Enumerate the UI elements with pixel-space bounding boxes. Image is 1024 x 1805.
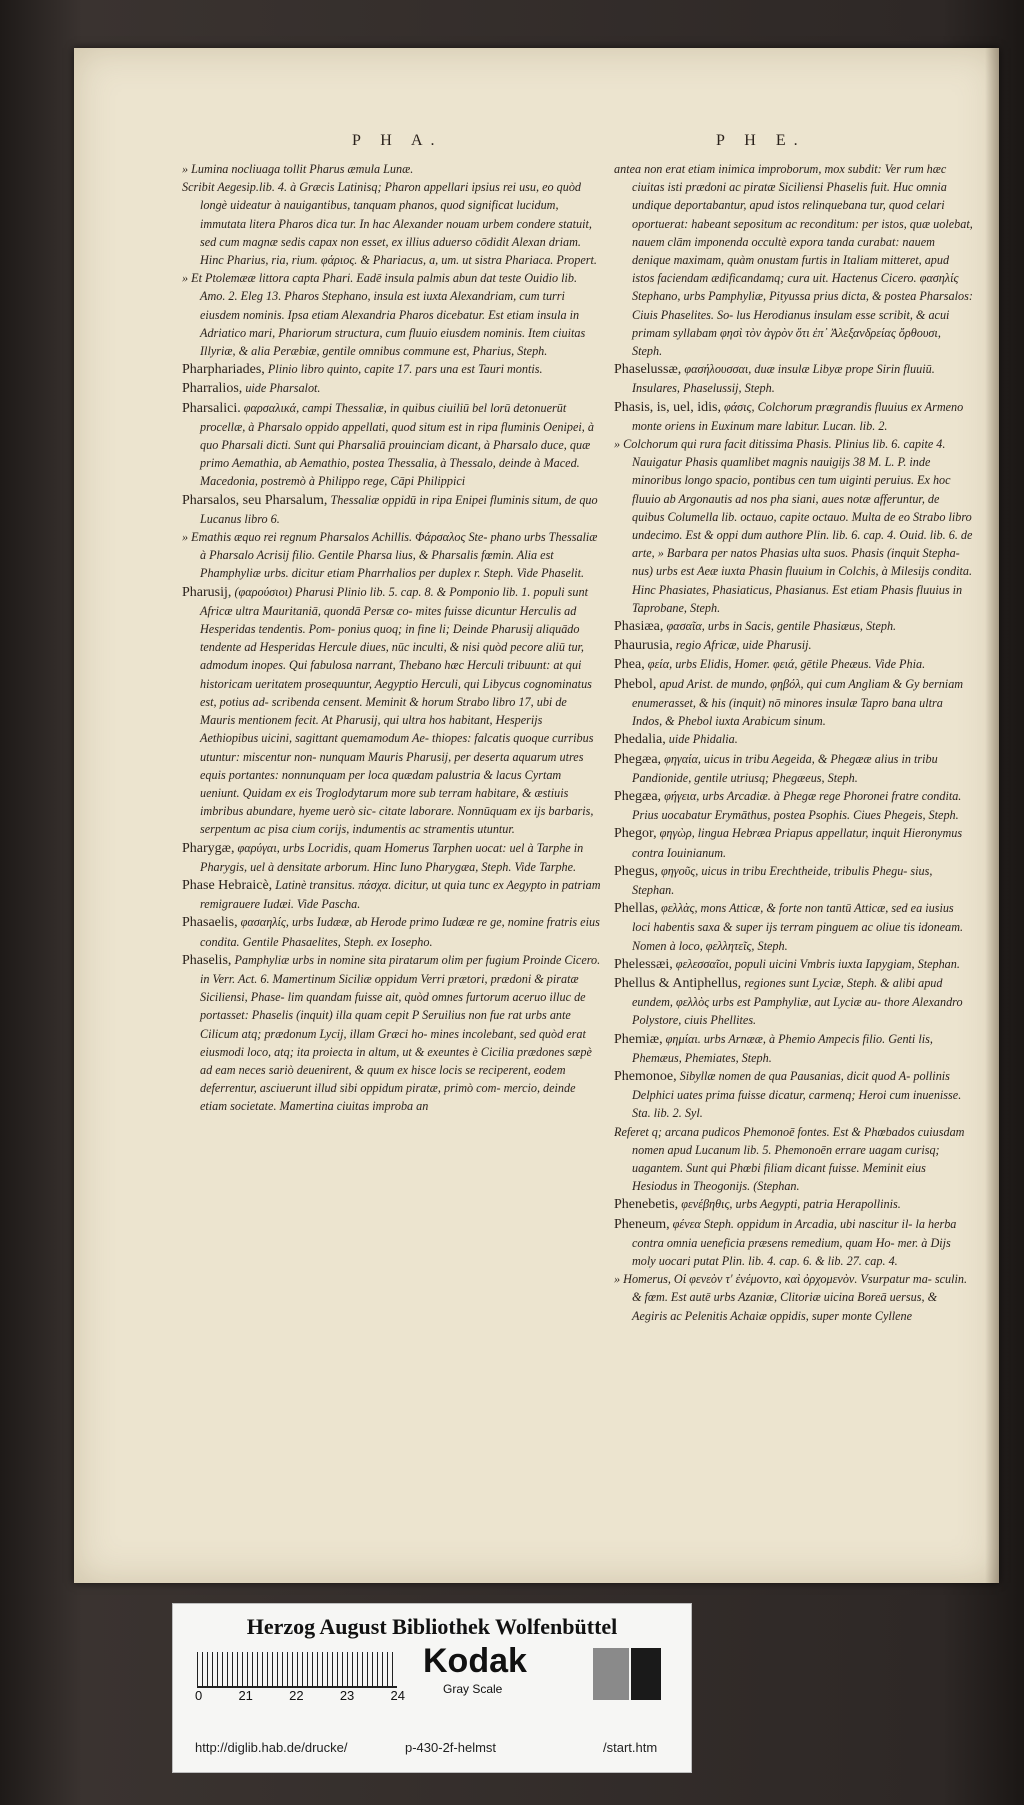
entry-line: tur. In hac Alexander nouam urbem condere statuit, sed cum bbox=[200, 216, 592, 249]
entry-line: Referet q; arcana pudicos Phemonoē fontes. bbox=[614, 1124, 830, 1139]
entry-line: φένεα Steph. oppidum in Arcadia, ubi nascitur il- bbox=[672, 1216, 913, 1231]
page-edge-shadow bbox=[985, 48, 999, 1583]
entry-line: Cyrtam ueniunt. Quidam ex eis Troglodytarum more sub bbox=[200, 767, 562, 800]
entry-line: mines incolebant, sed quòd erat eiusmodi loco, atq; ita proiecta bbox=[200, 1026, 586, 1059]
entry-line: antea non erat etiam inimica improborum, mox subdit: Ver bbox=[614, 162, 901, 176]
entry-line: Phemonoēn errare uagam curisq; uagantem. bbox=[632, 1142, 940, 1175]
entry-line: condita. Hinc Phasiates, Phasiaticus, Phasianus. Est etiam bbox=[632, 564, 973, 597]
entry-line: qui Pharsaliā prouinciam dicant, à Pharsalo duce, quæ primo bbox=[200, 438, 591, 471]
entry-line: ut sistra Phariaca. Propert. bbox=[462, 253, 597, 268]
entry-headword: Phegus, bbox=[614, 863, 658, 879]
entry-line: Mauris mentionem fecit. At Pharusij, qui ultra hos habitant, bbox=[200, 713, 493, 728]
entry-line: uide Pharsalot. bbox=[245, 381, 321, 396]
entry-line: scribenda censent. Meminit & horum Strabo libro 17, ubi de bbox=[271, 694, 567, 709]
entry-line: in Italiam mitteret, apud istos faciendam ædificandamq; cura bbox=[632, 253, 950, 286]
entry-line: Hesperijs Aethiopibus uicini, sagittant quemamodum Ae- bbox=[200, 713, 543, 746]
entry-headword: Pharusij, bbox=[182, 584, 232, 600]
dictionary-entry bbox=[182, 951, 602, 1116]
entry-headword: Pharphariades, bbox=[182, 362, 265, 378]
dictionary-entry bbox=[614, 636, 974, 655]
running-head-right: P H E. bbox=[716, 132, 806, 149]
entry-line: lis, Phemæus, Phemiates, Steph. bbox=[632, 1031, 933, 1065]
entry-line: Latinè transitus. πάσχα. dicitur, ut quia tunc bbox=[275, 877, 490, 892]
entry-line: in altum, ut & exeuntes è Cicilia prædones sæpè ad eam neces bbox=[200, 1044, 592, 1077]
entry-line: lorū detonuerūt procellæ, à Pharsalo oppido appellati, quod bbox=[200, 400, 567, 434]
entry-line: φασαῖα, urbs in Sacis, gentile Phasiæus, Steph. bbox=[666, 619, 897, 634]
entry-line: uide Phidalia. bbox=[668, 732, 738, 747]
dictionary-entry bbox=[182, 528, 602, 583]
url-strip bbox=[173, 1732, 691, 1762]
entry-headword: Pharsalici. bbox=[182, 400, 241, 416]
entry-line: » Barbara per natos Phasias ulta suos. Phasis (inquit Stepha- bbox=[657, 546, 960, 561]
dictionary-entry bbox=[614, 1270, 974, 1325]
dictionary-entry bbox=[182, 839, 602, 876]
entry-line: dum authore Plin. lib. 6. cap. 4. Ouid. lib. 6. de arte, bbox=[632, 528, 973, 561]
entry-line: φήγεια, urbs Arcadiæ. à Phegæ rege Phoronei fratre bbox=[664, 788, 919, 803]
entry-line: citate laborare. Nonnūquam ex ijs barbaris, serpentum ac pisa bbox=[200, 804, 594, 837]
dictionary-entry bbox=[614, 1067, 974, 1123]
entry-line: nunquam Mauris Pharusij, per deserta aquarum utres equis bbox=[200, 749, 584, 782]
entry-line: rat urbs ante Cilicum atq; prædonum Lycij, illam Græci ho- bbox=[200, 1008, 571, 1041]
entry-headword: Phellas, bbox=[614, 901, 658, 917]
entry-line: Armeno monte oriens in Euxinum mare labitur. Lucan. lib. 2. bbox=[632, 399, 964, 433]
dictionary-entry bbox=[182, 269, 602, 360]
entry-line: regiones sunt Lyciæ, Steph. & bbox=[744, 975, 890, 990]
entry-line: » Et Ptolemææ littora capta Phari. Eadē insula palmis abun bbox=[182, 271, 478, 286]
entry-line: Est & Phœbados cuiusdam nomen apud Lucanum lib. 5. bbox=[632, 1124, 965, 1157]
dictionary-entry bbox=[614, 862, 974, 899]
entry-headword: Phelessæi, bbox=[614, 956, 673, 972]
entry-line: apud Arist. de mundo, φηβόλ, qui cum Angliam & Gy bbox=[659, 676, 920, 691]
entry-line: capite octauo. Multa de eo Strabo libro undecimo. Est & oppi bbox=[632, 509, 972, 543]
entry-headword: Phemonoe, bbox=[614, 1068, 677, 1084]
dictionary-entry bbox=[182, 178, 602, 269]
entry-line: Aegyptio Herculi, qui Libycus cognominatus est, potius ad- bbox=[200, 676, 592, 709]
entry-line: dat teste Ouidio lib. Amo. 2. Eleg 13. Pharos Stephano, insula bbox=[200, 271, 578, 304]
dictionary-entry bbox=[614, 435, 974, 617]
dictionary-entry bbox=[182, 913, 602, 950]
entry-line: Tauri montis. bbox=[477, 362, 543, 377]
entry-line: pollinis Delphici uates prima fuisse dicatur, carmenq; Heroi bbox=[632, 1068, 950, 1103]
entry-line: berniam enumerasset, & his (inquit) nō minores insulæ Tapro bbox=[632, 676, 964, 710]
entry-line: uocat: uel à Tarphe in Pharygis, uel à densitate arborum. Hinc bbox=[200, 840, 584, 874]
entry-line: condita. Prius uocabatur Erymāthus, postea Psophis. Ciues bbox=[632, 788, 962, 823]
entry-line: Pharius, Steph. bbox=[472, 344, 548, 359]
dictionary-entry bbox=[182, 379, 602, 398]
entry-line: » Homerus, Οἱ φενεὸν τ' ἐνέμοντο, καὶ ὀρχομενὸν. Vsurpatur ma- bbox=[614, 1272, 932, 1287]
entry-line: portasset: Phaselis (inquit) illa quam cepit P Seruilius non fue bbox=[200, 1008, 505, 1023]
dictionary-entry bbox=[614, 750, 974, 787]
entry-line: Pamphyliæ urbs in nomine sita piratarum olim per bbox=[234, 952, 483, 967]
entry-headword: Pharygæ, bbox=[182, 840, 235, 856]
kodak-logo: Kodak bbox=[423, 1642, 527, 1680]
dictionary-entry bbox=[614, 974, 974, 1030]
entry-line: Pityussa prius dicta, & postea Pharsalos: Ciuis Phaselites. So- bbox=[632, 289, 973, 322]
url-item-id: p-430-2f-helmst bbox=[405, 1740, 497, 1755]
entry-line: Cyllene bbox=[874, 1308, 913, 1323]
dictionary-entry bbox=[614, 617, 974, 636]
entry-line: nus) urbs est Aeæ iuxta Phasin fluuium in Colchis, à Milesijs bbox=[632, 564, 930, 579]
dictionary-entry bbox=[182, 399, 602, 491]
entry-line: Theogonijs. (Stephan. bbox=[692, 1179, 800, 1194]
entry-line: Huc omnia undique deportabantur, apud istos relinquebana bbox=[632, 180, 947, 213]
entry-line: Scribit Aegesip.lib. 4. à Græcis Latinisq; Pharon appellari bbox=[182, 180, 469, 195]
dictionary-entry bbox=[614, 787, 974, 824]
dictionary-entry bbox=[614, 1215, 974, 1271]
entry-line: etiam Pharrhalios per duplex r. Steph. Vide Phaselit. bbox=[327, 566, 585, 581]
dictionary-entry bbox=[614, 1030, 974, 1067]
entry-line: Aemathia, ab Aemathio, postea Thessalia, à Thessalo, deinde à bbox=[231, 456, 541, 471]
entry-line: portantes: nonnunquam per loca quædam palustria & lacus bbox=[228, 767, 522, 782]
entry-line: sariò deuenirent, & quum ex hisce locis se reciperent, eodem bbox=[268, 1062, 566, 1077]
dictionary-entry bbox=[614, 160, 974, 360]
entry-line: (φαρούσιοι) Pharusi Plinio lib. 5. cap. 8. & Pomponio bbox=[234, 584, 500, 599]
dictionary-entry bbox=[182, 491, 602, 528]
entry-headword: Phea, bbox=[614, 657, 645, 673]
ruler-number: 23 bbox=[339, 1688, 355, 1703]
entry-line: per istos, quæ uolebat, nauem clām imponenda occultè expora bbox=[632, 216, 973, 249]
entry-line: fluminis situm, de quo Lucanus libro 6. bbox=[200, 492, 598, 526]
entry-line: ponius quoq; in fine li; Deinde Pharusij aliquādo tendente ad bbox=[200, 622, 580, 655]
library-name: Herzog August Bibliothek Wolfenbüttel bbox=[246, 1614, 618, 1639]
digitization-target bbox=[172, 1603, 692, 1773]
entry-line: fugium Proinde Cicero. in Verr. Act. 6. Mamertinum Siciliæ bbox=[200, 952, 601, 986]
dictionary-entry bbox=[614, 730, 974, 749]
dictionary-entry bbox=[614, 398, 974, 435]
entry-line: phano urbs Thessaliæ à Pharsalo Acrisij filio. Gentile Pharsa bbox=[200, 530, 598, 563]
entry-headword: Phaselis, bbox=[182, 952, 232, 968]
ruler-number: 22 bbox=[289, 1688, 304, 1703]
dictionary-entry bbox=[182, 583, 602, 839]
entry-line: mari, Phariorum structura, cum fluuio eiusdem nominis. Item bbox=[249, 325, 550, 340]
dictionary-entry bbox=[614, 675, 974, 731]
entry-line: Herculi tribuunt: at qui historicam ueritatem prosequuntur, bbox=[200, 658, 582, 691]
entry-line: ge, nomine fratris eius condita. Gentile Phasaelites, Steph. ex bbox=[200, 915, 600, 949]
entry-line: terram habitare, & æstiuis imbribus abundare, hyeme uerò sic- bbox=[200, 785, 569, 819]
entry-line: uit. Hactenus Cicero. φασηλίς Stephano, urbs Pamphyliæ, bbox=[632, 271, 959, 304]
entry-line: la herba contra omnia ueneficia præsens remedium, quam Ho- bbox=[632, 1216, 957, 1250]
entry-line: sculin. & fœm. Est autē urbs Azaniæ, Clitoriæ uicina Boreā bbox=[632, 1272, 968, 1305]
entry-headword: Pharsalos, seu Pharsalum, bbox=[182, 492, 328, 508]
entry-line: φηγοῦς, uicus in tribu Erechtheide, tribulis Phegu- bbox=[661, 863, 908, 878]
dictionary-entry bbox=[614, 1123, 974, 1196]
entry-headword: Phenebetis, bbox=[614, 1197, 679, 1213]
entry-line: tum uiginti peruius. Ex hoc fluuio ab Argonautis ad nos pha bbox=[632, 473, 951, 506]
entry-line: lim quandam fuisse ait, quòd omnes furtorum aceruo illuc de bbox=[287, 990, 586, 1005]
ruler-scale bbox=[197, 1652, 397, 1688]
entry-line: Sibyllæ nomen de qua Pausanias, dicit quod A- bbox=[679, 1068, 911, 1083]
entry-line: Phasis fluuius in Taprobane, Steph. bbox=[632, 582, 963, 615]
entry-line: sius, Stephan. bbox=[632, 863, 933, 897]
entry-headword: Phebol, bbox=[614, 676, 657, 692]
entry-line: cium corijs, indumentis ac stramentis utuntur. bbox=[291, 822, 515, 837]
entry-line: thore Alexandro Polystore, ciuis Phellites. bbox=[632, 995, 963, 1028]
ruler-number: 21 bbox=[238, 1688, 253, 1703]
entry-line: Phegeis, Steph. bbox=[883, 808, 959, 823]
dictionary-entry bbox=[614, 1195, 974, 1214]
entry-line: Plinius lib. 6. capite 4. Nauigatur Phasis quamlibet magnis bbox=[632, 437, 946, 470]
gray-scale-label: Gray Scale bbox=[443, 1682, 503, 1696]
entry-line: Iuno Pharygæa, Steph. Vide Tarphe. bbox=[399, 859, 577, 874]
entry-headword: Phasiæa, bbox=[614, 619, 664, 635]
entry-line: φημίαι. urbs Arnææ, à Phemio Ampecis filio. Genti bbox=[665, 1031, 916, 1046]
entry-line: Iosepho. bbox=[390, 934, 433, 949]
entry-line: deferrentur, asciuerunt illud sibi oppidum piratæ, primò com- bbox=[200, 1081, 501, 1096]
ruler-number: 0 bbox=[195, 1688, 203, 1703]
entry-line: φενέβηθις, urbs Aegypti, patria Herapollinis. bbox=[681, 1197, 901, 1212]
entry-line: lius, & Pharsalis fœmin. Alia est Phamphyliæ urbs. dicitur bbox=[200, 548, 554, 581]
url-base: http://diglib.hab.de/drucke/ bbox=[195, 1740, 348, 1755]
entry-line: tur, admodum inopes. Qui fabulosa narrant, Thebano hæc bbox=[200, 640, 584, 673]
entry-headword: Pharralios, bbox=[182, 381, 243, 397]
entry-line: regio Africæ, uide Pharusij. bbox=[675, 638, 812, 653]
entry-headword: Phaurusia, bbox=[614, 638, 673, 654]
entry-line: siani, aues notæ afferuntur, de quibus Columella lib. octauo, bbox=[632, 491, 940, 524]
entry-headword: Phase Hebraicè, bbox=[182, 877, 273, 893]
entry-line: Sunt qui Phœbi filiam dicant fuisse. Meminit eius Hesiodus in bbox=[632, 1160, 926, 1194]
entry-line: magnæ sedis capax non esset, ex illius aduerso cōdidit Alexan bbox=[242, 234, 546, 249]
entry-line: cum inuenisse. Sta. lib. 2. Syl. bbox=[632, 1088, 962, 1121]
entry-headword: Phegor, bbox=[614, 826, 657, 842]
entry-line: ciuitas Illyriæ, & alia Peræbiæ, gentile omnibus commune est, bbox=[200, 325, 586, 359]
entry-headword: Phasaelis, bbox=[182, 915, 238, 931]
dictionary-entry bbox=[614, 955, 974, 974]
entry-line: φησὶ τὸν ἀγρὸν ὅτι ἐπ᾽ Ἀλεξανδρείας ὄρθουσι, Steph. bbox=[632, 325, 941, 359]
entry-line: ipsius rei usu, eo quòd longè uideatur à nauigantibus, tanquam bbox=[200, 180, 582, 213]
entry-line: φηγὼρ, lingua Hebræa Priapus appellatur, inquit bbox=[659, 826, 900, 841]
entry-line: φελεσσαῖοι, populi uicini Vmbris iuxta Iapygiam, bbox=[675, 956, 915, 971]
dictionary-entry bbox=[614, 899, 974, 955]
dictionary-entry bbox=[182, 360, 602, 379]
entry-line: φαρσαλικά, campi Thessaliæ, in quibus ciuiliū bel bbox=[243, 400, 488, 415]
ruler-number: 24 bbox=[390, 1688, 405, 1703]
black-swatch bbox=[631, 1648, 661, 1700]
entry-line: φασαηλίς, urbs Iudææ, ab Herode primo Iudææ re bbox=[240, 915, 488, 930]
entry-line: Insulares, Phaselussij, Steph. bbox=[632, 381, 775, 396]
running-head-left: P H A. bbox=[352, 132, 443, 149]
gray-swatch bbox=[593, 1648, 629, 1700]
url-start-page: /start.htm bbox=[603, 1740, 658, 1755]
entry-line: thiopes: falcatis quoque curribus utuntur: miscentur non- bbox=[200, 731, 594, 764]
entry-line: uersus, & Aegiris ac Pelenitis Achaiæ oppidis, super monte bbox=[632, 1290, 938, 1323]
entry-line: bana ultra Indos, & Phebol iuxta Arabicum sinum. bbox=[632, 695, 943, 729]
left-column bbox=[182, 160, 602, 1116]
entry-line: mer. à Dijs moly uocari putat Plin. lib. 4. cap. 6. & lib. 27. cap. 4. bbox=[632, 1235, 951, 1268]
entry-line: lib. 1. populi sunt Africæ ultra Mauritaniā, quondā Persæ co- bbox=[200, 584, 589, 618]
entry-headword: Phegæa, bbox=[614, 788, 662, 804]
entry-line: tanda curabat: nauem denique maximam, quàm onustam furtis bbox=[632, 234, 935, 268]
entry-line: Hieronymus contra Iouinianum. bbox=[632, 826, 963, 860]
entry-line: mites fuisse dicuntur Herculis ad Hesperidas tendentis. Pom- bbox=[200, 603, 577, 637]
dictionary-entry bbox=[614, 824, 974, 861]
dictionary-entry bbox=[614, 360, 974, 397]
entry-line: situm est in ripa fluminis Oenipei, à quo Pharsali dicti. Sunt bbox=[200, 419, 594, 453]
entry-line: φεία, urbs Elidis, Homer. φειά, gētile Pheæus. Vide Phia. bbox=[647, 657, 926, 672]
entry-headword: Phaselussæ, bbox=[614, 362, 682, 378]
entry-headword: Phellus & Antiphellus, bbox=[614, 975, 742, 991]
entry-line: φαρύγαι, urbs Locridis, quam Homerus Tarphen bbox=[237, 840, 473, 855]
entry-line: nauigijs 38 M. L. P. inde minoribus longo spacio, pontibus cen bbox=[632, 455, 931, 488]
dictionary-entry bbox=[614, 655, 974, 674]
entry-line: Maced. Macedonia, postremò à Philippo rege, Cāpi Philippici bbox=[200, 456, 580, 489]
dictionary-entry bbox=[182, 876, 602, 913]
entry-line: iusius loci habentis saxa & super ijs terram pinguem ac oliue bbox=[632, 901, 954, 935]
entry-line: alibi apud eundem, φελλὸς urbs est Pamphyliæ, aut Lyciæ au- bbox=[632, 975, 943, 1010]
entry-line: φηγαία, uicus in tribu Aegeida, & Phegææ alius in bbox=[664, 751, 911, 766]
entry-line: phanos, quod significat lucidum, immutata litera Pharos dica bbox=[200, 198, 559, 231]
entry-line: φάσις, Colchorum prægrandis fluuius ex bbox=[724, 399, 922, 414]
entry-headword: Phegæa, bbox=[614, 751, 662, 767]
ruler-numbers bbox=[195, 1688, 405, 1703]
entry-line: φασήλουσσαι, duæ insulæ Libyæ prope Sirin fluuiū. bbox=[684, 362, 935, 377]
entry-line: tribu Pandionide, gentile utriusq; Phegæeus, Steph. bbox=[632, 751, 938, 785]
entry-line: » Colchorum qui rura facit ditissima Phasis. bbox=[614, 437, 832, 452]
entry-line: tur, quod celari oportuerat: habeant sepositum ac reconditum: bbox=[632, 198, 945, 231]
right-column bbox=[614, 160, 974, 1325]
entry-line: Plinio libro quinto, capite 17. pars una est bbox=[267, 362, 475, 377]
entry-line: lus Herodianus insulam esse scribit, & acui primam syllabam bbox=[632, 307, 950, 340]
entry-line: rum hæc ciuitas isti prædoni ac piratæ Siciliensi Phaselis fuit. bbox=[632, 162, 947, 195]
entry-line: » Emathis æquo rei regnum Pharsalos Achillis. Φάρσαλος Ste- bbox=[182, 530, 488, 545]
entry-line: mercio, deinde etiam societate. Mamertina ciuitas improba an bbox=[200, 1081, 576, 1114]
entry-line: » Lumina nocliuaga tollit Pharus æmula Lunæ. bbox=[182, 162, 414, 176]
entry-line: ex Aegypto in patriam remigrauere Iudæi. Vide Pascha. bbox=[200, 877, 601, 912]
dictionary-entry bbox=[182, 160, 602, 178]
entry-headword: Phedalia, bbox=[614, 732, 666, 748]
entry-headword: Phemiæ, bbox=[614, 1031, 663, 1047]
entry-line: Alexandria Pharos dicebatur. Est etiam insula in Adriatico bbox=[200, 307, 580, 340]
entry-line: est iuxta Alexandriam, cum turri eiusdem nominis. Ipsa etiam bbox=[200, 289, 565, 322]
entry-line: Stephan. bbox=[917, 956, 960, 971]
entry-line: tis idoneam. Nomen à loco, φελλητεῖς, Steph. bbox=[632, 920, 964, 953]
entry-line: Hesperidas Hercule diues, nūc inculti, & nisi quòd pecore aliū bbox=[259, 640, 566, 655]
entry-line: Thessaliæ oppidū in ripa Enipei bbox=[330, 492, 487, 507]
entry-line: φελλὰς, mons Atticæ, & forte non tantū Atticæ, sed ea bbox=[661, 901, 923, 916]
entry-line: driam. Hinc Pharius, ria, rium. φάριος. & Phariacus, a, um. bbox=[200, 234, 581, 268]
entry-headword: Pheneum, bbox=[614, 1216, 670, 1232]
entry-line: oppidum Verri prætori, prædoni & piratæ Siciliensi, Phase- bbox=[200, 971, 579, 1005]
entry-headword: Phasis, is, uel, idis, bbox=[614, 399, 721, 415]
